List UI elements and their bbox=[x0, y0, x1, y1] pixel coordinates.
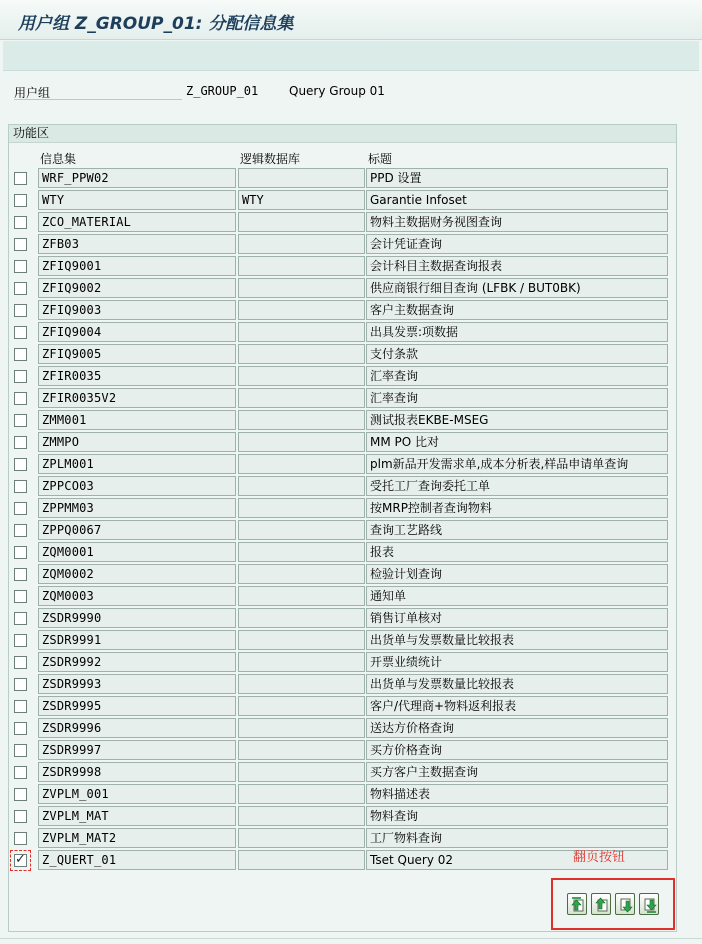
row-checkbox[interactable] bbox=[14, 392, 27, 405]
infoset-cell[interactable]: ZFIQ9003 bbox=[38, 300, 236, 320]
logical-db-cell[interactable] bbox=[238, 212, 365, 232]
title-cell[interactable]: 检验计划查询 bbox=[366, 564, 668, 584]
table-row bbox=[0, 739, 702, 761]
row-checkbox[interactable] bbox=[14, 502, 27, 515]
table-row bbox=[0, 453, 702, 475]
infoset-cell[interactable]: WTY bbox=[38, 190, 236, 210]
logical-db-cell[interactable] bbox=[238, 542, 365, 562]
table-row bbox=[0, 475, 702, 497]
table-row bbox=[0, 805, 702, 827]
page-last-icon bbox=[641, 896, 659, 914]
title-cell[interactable]: 客户/代理商+物料返利报表 bbox=[366, 696, 668, 716]
row-checkbox[interactable] bbox=[14, 744, 27, 757]
infoset-cell[interactable]: ZVPLM_MAT2 bbox=[38, 828, 236, 848]
title-cell[interactable]: 客户主数据查询 bbox=[366, 300, 668, 320]
table-row bbox=[0, 167, 702, 189]
logical-db-cell[interactable] bbox=[238, 410, 365, 430]
infoset-cell[interactable]: ZSDR9995 bbox=[38, 696, 236, 716]
logical-db-cell[interactable] bbox=[238, 454, 365, 474]
table-row bbox=[0, 431, 702, 453]
row-checkbox[interactable] bbox=[14, 436, 27, 449]
title-cell[interactable]: 报表 bbox=[366, 542, 668, 562]
title-cell[interactable]: Tset Query 02 bbox=[366, 850, 668, 870]
infoset-cell[interactable]: ZMM001 bbox=[38, 410, 236, 430]
title-cell[interactable]: 买方客户主数据查询 bbox=[366, 762, 668, 782]
table-row bbox=[0, 519, 702, 541]
logical-db-cell[interactable] bbox=[238, 256, 365, 276]
row-checkbox[interactable] bbox=[14, 722, 27, 735]
infoset-cell[interactable]: ZPPCO03 bbox=[38, 476, 236, 496]
logical-db-cell[interactable] bbox=[238, 806, 365, 826]
logical-db-cell[interactable] bbox=[238, 564, 365, 584]
logical-db-cell[interactable] bbox=[238, 476, 365, 496]
bottom-divider bbox=[0, 938, 702, 939]
page-title: 用户组 Z_GROUP_01: 分配信息集 bbox=[18, 14, 294, 34]
logical-db-cell[interactable]: WTY bbox=[238, 190, 365, 210]
page-up-button[interactable] bbox=[591, 893, 611, 915]
title-cell[interactable]: 受托工厂查询委托工单 bbox=[366, 476, 668, 496]
title-cell[interactable]: 支付条款 bbox=[366, 344, 668, 364]
table-row bbox=[0, 497, 702, 519]
infoset-cell[interactable]: ZMMPO bbox=[38, 432, 236, 452]
infoset-cell[interactable]: ZFB03 bbox=[38, 234, 236, 254]
title-cell[interactable]: 汇率查询 bbox=[366, 388, 668, 408]
column-header-infoset: 信息集 bbox=[40, 152, 77, 166]
logical-db-cell[interactable] bbox=[238, 762, 365, 782]
title-cell[interactable]: 出货单与发票数量比较报表 bbox=[366, 674, 668, 694]
title-cell[interactable]: plm新品开发需求单,成本分析表,样品申请单查询 bbox=[366, 454, 668, 474]
logical-db-cell[interactable] bbox=[238, 278, 365, 298]
infoset-cell[interactable]: ZCO_MATERIAL bbox=[38, 212, 236, 232]
row-checkbox[interactable] bbox=[14, 414, 27, 427]
title-cell[interactable]: 测试报表EKBE-MSEG bbox=[366, 410, 668, 430]
title-cell[interactable]: MM PO 比对 bbox=[366, 432, 668, 452]
row-checkbox[interactable] bbox=[14, 678, 27, 691]
logical-db-cell[interactable] bbox=[238, 652, 365, 672]
row-checkbox[interactable] bbox=[14, 480, 27, 493]
infoset-cell[interactable]: ZSDR9996 bbox=[38, 718, 236, 738]
logical-db-cell[interactable] bbox=[238, 432, 365, 452]
user-group-label: 用户组 bbox=[14, 84, 182, 100]
row-checkbox[interactable] bbox=[14, 568, 27, 581]
row-checkbox[interactable] bbox=[14, 458, 27, 471]
row-checkbox[interactable] bbox=[14, 634, 27, 647]
row-checkbox[interactable] bbox=[14, 194, 27, 207]
table-row bbox=[0, 299, 702, 321]
title-cell[interactable]: Garantie Infoset bbox=[366, 190, 668, 210]
infoset-cell[interactable]: ZVPLM_MAT bbox=[38, 806, 236, 826]
table-row bbox=[0, 673, 702, 695]
infoset-cell[interactable]: ZPPMM03 bbox=[38, 498, 236, 518]
table-row bbox=[0, 343, 702, 365]
logical-db-cell[interactable] bbox=[238, 234, 365, 254]
infoset-cell[interactable]: ZSDR9990 bbox=[38, 608, 236, 628]
infoset-cell[interactable]: ZFIR0035 bbox=[38, 366, 236, 386]
title-cell[interactable]: 查询工艺路线 bbox=[366, 520, 668, 540]
row-checkbox[interactable] bbox=[14, 238, 27, 251]
table-row bbox=[0, 695, 702, 717]
row-checkbox[interactable] bbox=[14, 854, 27, 867]
infoset-cell[interactable]: ZSDR9993 bbox=[38, 674, 236, 694]
row-checkbox[interactable] bbox=[14, 326, 27, 339]
table-row bbox=[0, 233, 702, 255]
infoset-cell[interactable]: ZVPLM_001 bbox=[38, 784, 236, 804]
title-cell[interactable]: 出具发票:项数据 bbox=[366, 322, 668, 342]
title-cell[interactable]: 工厂物料查询 bbox=[366, 828, 668, 848]
logical-db-cell[interactable] bbox=[238, 630, 365, 650]
infoset-cell[interactable]: ZSDR9992 bbox=[38, 652, 236, 672]
row-checkbox[interactable] bbox=[14, 656, 27, 669]
application-toolbar bbox=[3, 41, 699, 71]
infoset-cell[interactable]: ZPPQ0067 bbox=[38, 520, 236, 540]
table-row bbox=[0, 607, 702, 629]
row-checkbox[interactable] bbox=[14, 370, 27, 383]
title-cell[interactable]: 物料主数据财务视图查询 bbox=[366, 212, 668, 232]
page-down-button[interactable] bbox=[615, 893, 635, 915]
row-checkbox[interactable] bbox=[14, 524, 27, 537]
table-row bbox=[0, 761, 702, 783]
logical-db-cell[interactable] bbox=[238, 388, 365, 408]
row-checkbox[interactable] bbox=[14, 788, 27, 801]
logical-db-cell[interactable] bbox=[238, 366, 365, 386]
title-cell[interactable]: 买方价格查询 bbox=[366, 740, 668, 760]
table-row bbox=[0, 409, 702, 431]
infoset-cell[interactable]: ZFIR0035V2 bbox=[38, 388, 236, 408]
title-bar bbox=[0, 0, 702, 40]
infoset-cell[interactable]: ZFIQ9005 bbox=[38, 344, 236, 364]
title-cell[interactable]: 送达方价格查询 bbox=[366, 718, 668, 738]
table-row bbox=[0, 717, 702, 739]
logical-db-cell[interactable] bbox=[238, 498, 365, 518]
title-cell[interactable]: 汇率查询 bbox=[366, 366, 668, 386]
row-checkbox[interactable] bbox=[14, 282, 27, 295]
logical-db-cell[interactable] bbox=[238, 850, 365, 870]
logical-db-cell[interactable] bbox=[238, 718, 365, 738]
table-row bbox=[0, 189, 702, 211]
title-cell[interactable]: 开票业绩统计 bbox=[366, 652, 668, 672]
infoset-cell[interactable]: ZFIQ9001 bbox=[38, 256, 236, 276]
page-last-button[interactable] bbox=[639, 893, 659, 915]
table-row bbox=[0, 387, 702, 409]
row-checkbox[interactable] bbox=[14, 590, 27, 603]
table-row bbox=[0, 277, 702, 299]
user-group-value: Z_GROUP_01 bbox=[186, 84, 259, 98]
title-cell[interactable]: 物料查询 bbox=[366, 806, 668, 826]
table-row bbox=[0, 541, 702, 563]
logical-db-cell[interactable] bbox=[238, 608, 365, 628]
page-first-icon bbox=[569, 896, 587, 914]
panel-title: 功能区 bbox=[9, 125, 676, 143]
row-checkbox[interactable] bbox=[14, 172, 27, 185]
title-cell[interactable]: 销售订单核对 bbox=[366, 608, 668, 628]
title-cell[interactable]: 会计凭证查询 bbox=[366, 234, 668, 254]
row-checkbox[interactable] bbox=[14, 546, 27, 559]
infoset-cell[interactable]: WRF_PPW02 bbox=[38, 168, 236, 188]
row-checkbox[interactable] bbox=[14, 260, 27, 273]
table-row bbox=[0, 585, 702, 607]
title-cell[interactable]: 物料描述表 bbox=[366, 784, 668, 804]
page-down-icon bbox=[617, 896, 635, 914]
table-row bbox=[0, 783, 702, 805]
logical-db-cell[interactable] bbox=[238, 168, 365, 188]
table-row bbox=[0, 255, 702, 277]
title-cell[interactable]: 通知单 bbox=[366, 586, 668, 606]
infoset-cell[interactable]: Z_QUERT_01 bbox=[38, 850, 236, 870]
logical-db-cell[interactable] bbox=[238, 344, 365, 364]
row-checkbox[interactable] bbox=[14, 304, 27, 317]
infoset-cell[interactable]: ZSDR9997 bbox=[38, 740, 236, 760]
row-checkbox[interactable] bbox=[14, 700, 27, 713]
row-checkbox[interactable] bbox=[14, 216, 27, 229]
annotation-label: 翻页按钮 bbox=[573, 850, 626, 865]
row-checkbox[interactable] bbox=[14, 612, 27, 625]
page-up-icon bbox=[593, 896, 611, 914]
infoset-cell[interactable]: ZSDR9991 bbox=[38, 630, 236, 650]
row-checkbox[interactable] bbox=[14, 810, 27, 823]
title-cell[interactable]: 会计科目主数据查询报表 bbox=[366, 256, 668, 276]
logical-db-cell[interactable] bbox=[238, 696, 365, 716]
table-row bbox=[0, 651, 702, 673]
title-cell[interactable]: 按MRP控制者查询物料 bbox=[366, 498, 668, 518]
infoset-cell[interactable]: ZFIQ9002 bbox=[38, 278, 236, 298]
logical-db-cell[interactable] bbox=[238, 784, 365, 804]
infoset-cell[interactable]: ZQM0001 bbox=[38, 542, 236, 562]
table-row bbox=[0, 563, 702, 585]
logical-db-cell[interactable] bbox=[238, 322, 365, 342]
title-cell[interactable]: PPD 设置 bbox=[366, 168, 668, 188]
table-row bbox=[0, 321, 702, 343]
logical-db-cell[interactable] bbox=[238, 828, 365, 848]
logical-db-cell[interactable] bbox=[238, 674, 365, 694]
page-first-button[interactable] bbox=[567, 893, 587, 915]
infoset-cell[interactable]: ZQM0002 bbox=[38, 564, 236, 584]
table-row bbox=[0, 211, 702, 233]
logical-db-cell[interactable] bbox=[238, 300, 365, 320]
logical-db-cell[interactable] bbox=[238, 586, 365, 606]
infoset-cell[interactable]: ZQM0003 bbox=[38, 586, 236, 606]
column-header-logical-db: 逻辑数据库 bbox=[240, 152, 301, 166]
title-cell[interactable]: 出货单与发票数量比较报表 bbox=[366, 630, 668, 650]
infoset-cell[interactable]: ZFIQ9004 bbox=[38, 322, 236, 342]
row-checkbox[interactable] bbox=[14, 348, 27, 361]
logical-db-cell[interactable] bbox=[238, 740, 365, 760]
table-row bbox=[0, 629, 702, 651]
column-header-title: 标题 bbox=[368, 152, 393, 166]
row-checkbox[interactable] bbox=[14, 766, 27, 779]
user-group-description: Query Group 01 bbox=[289, 84, 385, 98]
row-checkbox[interactable] bbox=[14, 832, 27, 845]
infoset-cell[interactable]: ZPLM001 bbox=[38, 454, 236, 474]
table-row bbox=[0, 365, 702, 387]
title-cell[interactable]: 供应商银行细目查询 (LFBK / BUT0BK) bbox=[366, 278, 668, 298]
logical-db-cell[interactable] bbox=[238, 520, 365, 540]
infoset-cell[interactable]: ZSDR9998 bbox=[38, 762, 236, 782]
